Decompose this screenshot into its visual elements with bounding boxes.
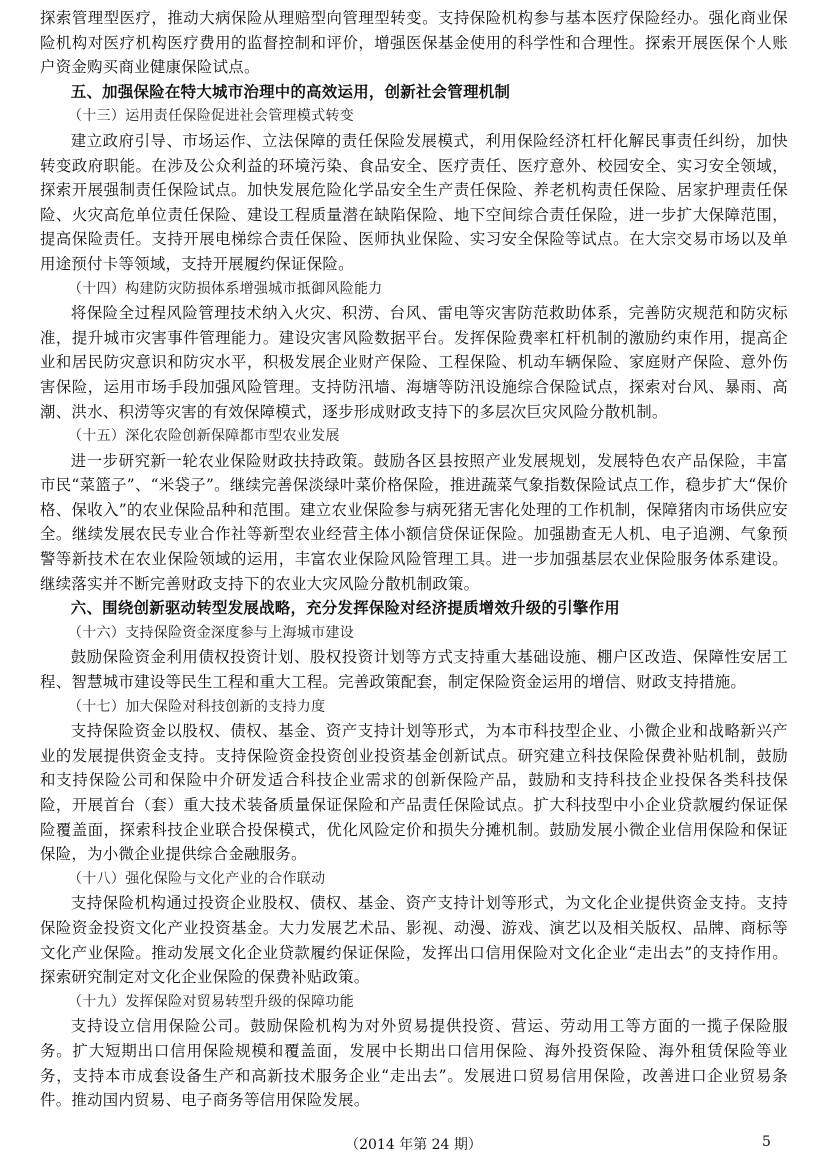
paragraph-18: 支持保险机构通过投资企业股权、债权、基金、资产支持计划等形式，为文化企业提供资金支持。支持保险资金投资文化产业投资基金。大力发展艺术品、影视、动漫、游戏、演艺以及相关版权、品牌、商标等文化产业保险。推动发展文化企业贷款履约保证保险，发挥出口信用保险对文化企业“走出去”的支持作用。探索研究制定对文化企业保险的保费补贴政策。 [40, 894, 788, 987]
subheading-16: （十六）支持保险资金深度参与上海城市建设 [68, 624, 354, 641]
section-heading-6: 六、围绕创新驱动转型发展战略，充分发挥保险对经济提质增效升级的引擎作用 [70, 599, 620, 618]
document-body [40, 6, 788, 1113]
paragraph-13: 建立政府引导、市场运作、立法保障的责任保险发展模式，利用保险经济杠杆化解民事责任纠纷，加快转变政府职能。在涉及公众利益的环境污染、食品安全、医疗责任、医疗意外、校园安全、实习安全领域，探索开展强制责任保险试点。加快发展危险化学品安全生产责任保险、养老机构责任保险、居家护理责任保险、火灾高危单位责任保险、建设工程质量潜在缺陷保险、地下空间综合责任保险，进一步扩大保障范围，提高保险责任。支持开展电梯综合责任保险、医师执业保险、实习安全保险等试点。在大宗交易市场以及单用途预付卡等领域，支持开展履约保证保险。 [40, 131, 788, 273]
paragraph-15: 进一步研究新一轮农业保险财政扶持政策。鼓励各区县按照产业发展规划，发展特色农产品保险，丰富市民“菜篮子”、“米袋子”。继续完善保淡绿叶菜价格保险，推进蔬菜气象指数保险试点工作，稳步扩大“保价格、保收入”的农业保险品种和范围。建立农业保险参与病死猪无害化处理的工作机制，保障猪肉市场供应安全。继续发展农民专业合作社等新型农业经营主体小额信贷保证保险。加强勘查无人机、电子追溯、气象预警等新技术在农业保险领域的运用，丰富农业保险风险管理工具。进一步加强基层农业保险服务体系建设。继续落实并不断完善财政支持下的农业大灾风险分散机制政策。 [40, 451, 788, 593]
subheading-13: （十三）运用责任保险促进社会管理模式转变 [68, 108, 354, 125]
section-heading-5: 五、加强保险在特大城市治理中的高效运用，创新社会管理机制 [70, 82, 511, 101]
paragraph-14: 将保险全过程风险管理技术纳入火灾、积涝、台风、雷电等灾害防范救助体系，完善防灾规范和防灾标准，提升城市灾害事件管理能力。建设灾害风险数据平台。发挥保险费率杠杆机制的激励约束作用，提高企业和居民防灾意识和防灾水平，积极发展企业财产保险、工程保险、机动车辆保险、家庭财产保险、意外伤害保险，运用市场手段加强风险管理。支持防汛墙、海塘等防汛设施综合保险试点，探索对台风、暴雨、高潮、洪水、积涝等灾害的有效保障模式，逐步形成财政支持下的多层次巨灾风险分散机制。 [40, 304, 788, 421]
intro-paragraph: 探索管理型医疗，推动大病保险从理赔型向管理型转变。支持保险机构参与基本医疗保险经办。强化商业保险机构对医疗机构医疗费用的监督控制和评价，增强医保基金使用的科学性和合理性。探索开展医保个人账户资金购买商业健康保险试点。 [40, 9, 788, 77]
paragraph-19: 支持设立信用保险公司。鼓励保险机构为对外贸易提供投资、营运、劳动用工等方面的一揽子保险服务。扩大短期出口信用保险规模和覆盖面，发展中长期出口信用保险、海外投资保险、海外租赁保险等业务，支持本市成套设备生产和高新技术服务企业“走出去”。发展进口贸易信用保险，改善进口企业贸易条件。推动国内贸易、电子商务等信用保险发展。 [40, 1017, 788, 1110]
subheading-15: （十五）深化农险创新保障都市型农业发展 [68, 428, 340, 445]
paragraph-16: 鼓励保险资金利用债权投资计划、股权投资计划等方式支持重大基础设施、棚户区改造、保障性安居工程、智慧城市建设等民生工程和重大工程。完善政策配套，制定保险资金运用的增信、财政支持措施。 [40, 648, 788, 692]
issue-label: （2014 年第 24 期） [345, 1137, 482, 1153]
page-footer [0, 1134, 827, 1158]
subheading-17: （十七）加大保险对科技创新的支持力度 [68, 698, 326, 715]
subheading-19: （十九）发挥保险对贸易转型升级的保障功能 [68, 993, 354, 1010]
subheading-18: （十八）强化保险与文化产业的合作联动 [68, 870, 326, 887]
subheading-14: （十四）构建防灾防损体系增强城市抵御风险能力 [68, 280, 383, 297]
paragraph-17: 支持保险资金以股权、债权、基金、资产支持计划等形式，为本市科技型企业、小微企业和战略新兴产业的发展提供资金支持。支持保险资金投资创业投资基金创新试点。研究建立科技保险保费补贴机制，鼓励和支持保险公司和保险中介研发适合科技企业需求的创新保险产品，鼓励和支持科技企业投保各类科技保险，开展首台（套）重大技术装备质量保证保险和产品责任保险试点。扩大科技型中小企业贷款履约保证保险覆盖面，探索科技企业联合投保模式，优化风险定价和损失分摊机制。鼓励发展小微企业信用保险和保证保险，为小微企业提供综合金融服务。 [40, 722, 788, 864]
page-number: 5 [762, 1134, 771, 1150]
